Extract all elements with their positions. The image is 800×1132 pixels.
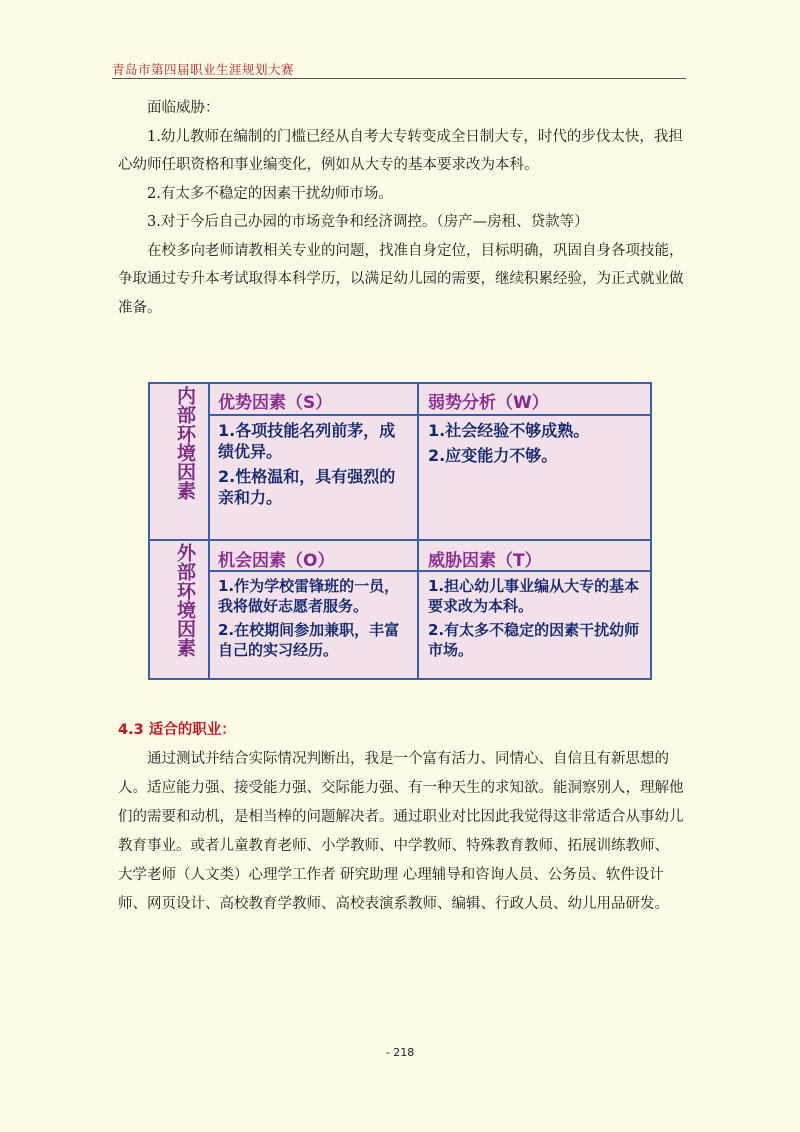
threats-block — [118, 94, 688, 322]
weaknesses-title: 弱势分析（W） — [428, 393, 549, 413]
internal-factors-label: 内部环境因素 — [174, 386, 196, 500]
swot-divider-h2 — [150, 539, 650, 541]
weaknesses-list — [428, 420, 644, 470]
strength-item-1: 1.各项技能名列前茅，成绩优异。 — [218, 421, 396, 461]
weakness-item-1: 1.社会经验不够成熟。 — [428, 421, 590, 440]
swot-divider-v2 — [417, 384, 419, 678]
threats-title: 威胁因素（T） — [428, 551, 542, 571]
swot-table — [148, 382, 652, 680]
swot-divider-h1 — [208, 414, 650, 416]
career-paragraph: 通过测试并结合实际情况判断出，我是一个富有活力、同情心、自信且有新思想的人。适应能力强、接受能力强、交际能力强、有一种天生的求知欲。能洞察别人，理解他们的需要和动机，是相当棒的问题解决者。通过职业对比因此我觉得这非常适合从事幼儿教育事业。或者儿童教育老师、小学教师、中学教师、特殊教育教师、拓展训练教师、 大学老师（人文类）心理学工作者 研究助理 心理辅导和咨询人员、公务员、软件设计师、网页设计、高校教育学教师、高校表演系教师、编辑、行政人员、幼儿用品研发。 — [118, 751, 684, 912]
threats-list — [428, 576, 640, 664]
threat-item-2: 2.有太多不稳定的因素干扰幼师市场。 — [147, 185, 393, 202]
career-section — [118, 745, 688, 919]
opportunity-item-2: 2.在校期间参加兼职，丰富自己的实习经历。 — [218, 621, 400, 659]
opportunity-item-1: 1.作为学校雷锋班的一员，我将做好志愿者服务。 — [218, 577, 400, 615]
page-number: - 218 — [385, 1046, 415, 1059]
header-divider — [112, 78, 686, 79]
external-factors-label: 外部环境因素 — [174, 543, 196, 657]
swot-threat-item-1: 1.担心幼儿事业编从大专的基本要求改为本科。 — [428, 577, 640, 615]
plan-paragraph: 在校多向老师请教相关专业的问题，找准自身定位，目标明确，巩固自身各项技能，争取通过专升本考试取得本科学历，以满足幼儿园的需要，继续积累经验，为正式就业做准备。 — [118, 242, 684, 316]
strengths-title: 优势因素（S） — [218, 393, 333, 413]
opportunities-list — [218, 576, 414, 664]
swot-threat-item-2: 2.有太多不稳定的因素干扰幼师市场。 — [428, 621, 640, 659]
threats-heading: 面临威胁： — [147, 100, 220, 116]
swot-divider-v1 — [208, 384, 210, 678]
opportunities-title: 机会因素（O） — [218, 551, 335, 571]
strengths-list — [218, 420, 410, 512]
weakness-item-2: 2.应变能力不够。 — [428, 446, 558, 465]
strength-item-2: 2.性格温和，具有强烈的亲和力。 — [218, 467, 396, 507]
document-header: 青岛市第四届职业生涯规划大赛 — [112, 62, 295, 77]
threat-item-1: 1.幼儿教师在编制的门槛已经从自考大专转变成全日制大专，时代的步伐太快，我担心幼师任职资格和事业编变化，例如从大专的基本要求改为本科。 — [118, 128, 683, 173]
threat-item-3: 3.对于今后自己办园的市场竞争和经济调控。（房产—房租、贷款等） — [147, 214, 589, 230]
section-title: 4.3 适合的职业： — [118, 722, 236, 738]
